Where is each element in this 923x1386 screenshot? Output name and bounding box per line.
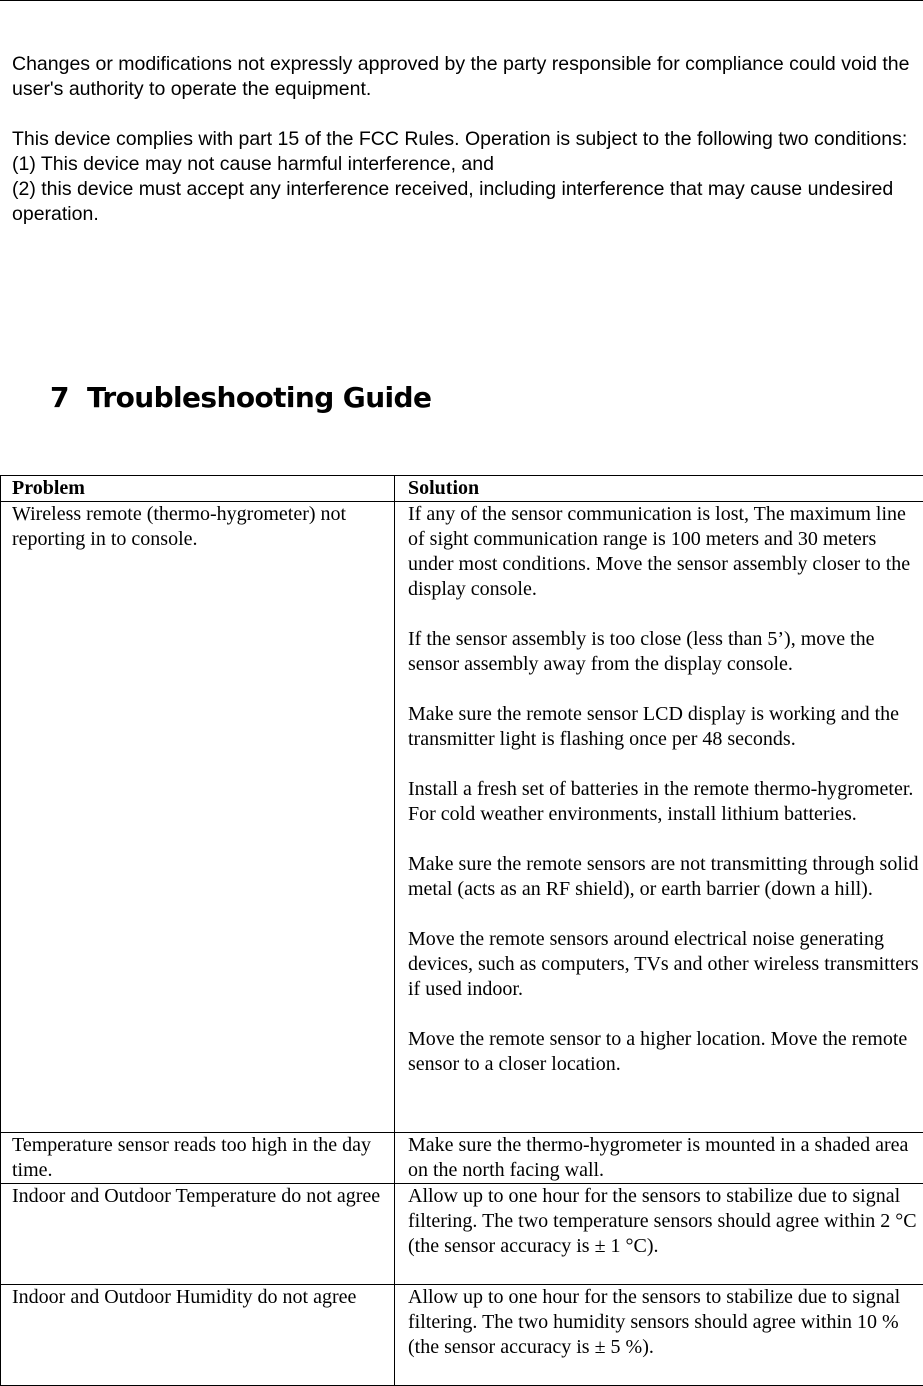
- problem-cell: Temperature sensor reads too high in the day time.: [1, 1133, 395, 1184]
- solution-paragraph: Allow up to one hour for the sensors to stabilize due to signal filtering. The two temperature sensors should agree within 2 °C (the sensor accuracy is ± 1 °C).: [408, 1184, 919, 1259]
- table-row: [1, 1285, 923, 1386]
- table-row: [1, 502, 923, 1133]
- table-row: [1, 1184, 923, 1285]
- solution-cell: [395, 502, 923, 1133]
- fcc-compliance-text: This device complies with part 15 of the FCC Rules. Operation is subject to the following two conditions:: [12, 127, 912, 152]
- top-rule: [0, 0, 923, 1]
- fcc-notice: [12, 52, 912, 227]
- header-problem: Problem: [1, 476, 395, 502]
- problem-cell: Wireless remote (thermo-hygrometer) not reporting in to console.: [1, 502, 395, 1133]
- fcc-warning-text: Changes or modifications not expressly approved by the party responsible for compliance could void the user's authority to operate the equipment.: [12, 52, 912, 102]
- header-solution: Solution: [395, 476, 923, 502]
- solution-cell: [395, 1133, 923, 1184]
- solution-paragraph: Make sure the remote sensor LCD display is working and the transmitter light is flashing once per 48 seconds.: [408, 702, 919, 752]
- table-header-row: [1, 476, 923, 502]
- troubleshooting-table: [0, 475, 923, 1386]
- solution-cell: [395, 1184, 923, 1285]
- section-number: 7: [50, 376, 87, 420]
- fcc-condition-1: (1) This device may not cause harmful interference, and: [12, 152, 912, 177]
- solution-paragraph: Make sure the thermo-hygrometer is mounted in a shaded area on the north facing wall.: [408, 1133, 919, 1183]
- solution-paragraph: Make sure the remote sensors are not transmitting through solid metal (acts as an RF shield), or earth barrier (down a hill).: [408, 852, 919, 902]
- table-row: [1, 1133, 923, 1184]
- solution-paragraph: Move the remote sensors around electrical noise generating devices, such as computers, TVs and other wireless transmitters if used indoor.: [408, 927, 919, 1002]
- solution-paragraph: Allow up to one hour for the sensors to stabilize due to signal filtering. The two humidity sensors should agree within 10 % (the sensor accuracy is ± 5 %).: [408, 1285, 919, 1360]
- solution-paragraph: Install a fresh set of batteries in the remote thermo-hygrometer. For cold weather environments, install lithium batteries.: [408, 777, 919, 827]
- fcc-condition-2: (2) this device must accept any interference received, including interference that may cause undesired operation.: [12, 177, 912, 227]
- solution-paragraph: If any of the sensor communication is lost, The maximum line of sight communication range is 100 meters and 30 meters under most conditions. Move the sensor assembly closer to the display console.: [408, 502, 919, 602]
- section-title: Troubleshooting Guide: [87, 381, 431, 414]
- problem-cell: Indoor and Outdoor Temperature do not agree: [1, 1184, 395, 1285]
- section-heading: [50, 376, 431, 420]
- problem-cell: Indoor and Outdoor Humidity do not agree: [1, 1285, 395, 1386]
- solution-paragraph: If the sensor assembly is too close (less than 5’), move the sensor assembly away from the display console.: [408, 627, 919, 677]
- solution-cell: [395, 1285, 923, 1386]
- solution-paragraph: Move the remote sensor to a higher location. Move the remote sensor to a closer location.: [408, 1027, 919, 1077]
